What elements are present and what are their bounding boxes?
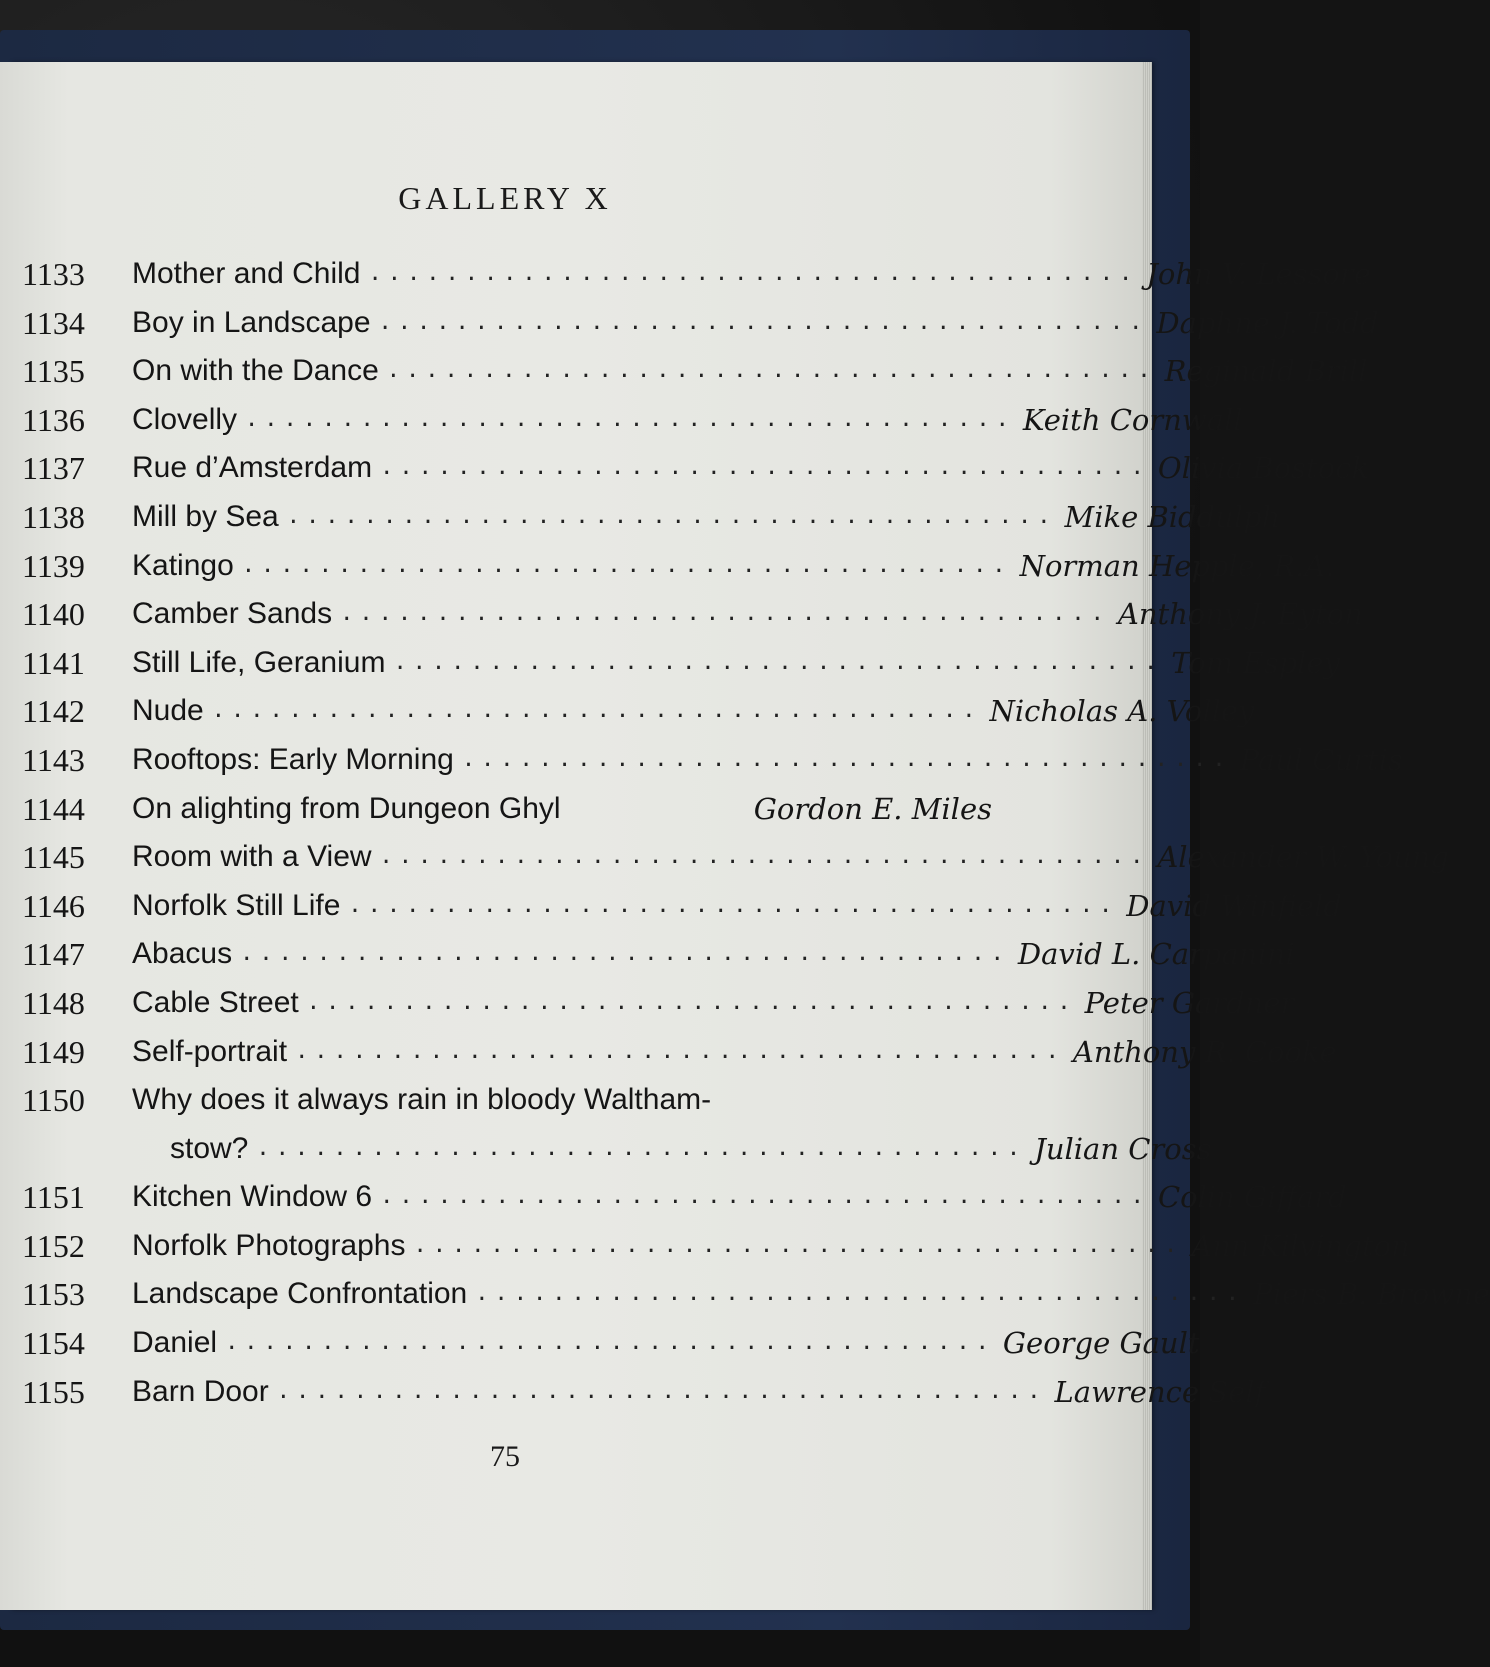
dot-leader: ........................................ — [256, 1135, 1027, 1161]
entry-title: On with the Dance — [132, 354, 379, 388]
page-number: 75 — [490, 1440, 520, 1473]
entry-number: 1138 — [22, 498, 85, 535]
dot-leader: ........................................ — [413, 1232, 1184, 1258]
entry-artist: Julian Cross — [1034, 1131, 1212, 1166]
entry-number: 1148 — [22, 984, 85, 1021]
entry-number: 1155 — [22, 1373, 85, 1410]
entry-line-2 — [22, 1125, 1212, 1174]
entry-number: 1146 — [22, 887, 85, 924]
dot-leader: ........................................ — [475, 1281, 1246, 1307]
entry-artist: Mike Biddulph — [1064, 499, 1281, 534]
catalogue-entry — [22, 347, 1368, 396]
entry-number: 1144 — [22, 790, 85, 827]
gallery-title: GALLERY X — [398, 180, 612, 216]
dot-leader: ........................................ — [368, 261, 1139, 286]
dot-leader: ........................................ — [286, 503, 1057, 529]
entry-artist: Gordon E. Miles — [753, 791, 992, 826]
entry-title: Landscape Confrontation — [132, 1277, 468, 1311]
entry-title: Daniel — [132, 1326, 218, 1360]
entry-number: 1151 — [22, 1179, 85, 1216]
dot-leader: ........................................ — [378, 309, 1149, 335]
catalogue-entry — [22, 882, 1342, 931]
catalogue-entry — [22, 736, 1403, 785]
entry-title: Self-portrait — [132, 1034, 288, 1068]
dot-leader: ........................................ — [461, 746, 1232, 772]
catalogue-entry — [22, 590, 1363, 639]
catalogue-entry — [22, 639, 1340, 688]
entry-number: 1153 — [22, 1276, 85, 1313]
dot-leader: ........................................ — [379, 844, 1150, 870]
entry-number: 1135 — [22, 353, 85, 390]
catalogue-entry — [22, 687, 1255, 736]
entry-artist: Daphne J. Todd — [1156, 305, 1379, 340]
catalogue-entry — [22, 1173, 1347, 1222]
dot-leader: ........................................ — [245, 406, 1015, 432]
entry-title: Rue d’Amsterdam — [132, 451, 373, 485]
entry-number: 1139 — [22, 547, 85, 584]
entry-artist: Colin Giffard — [1157, 1180, 1347, 1215]
catalogue-entry — [22, 1222, 1410, 1271]
entry-title: Still Life, Geranium — [132, 645, 386, 679]
entry-title: On alighting from Dungeon Ghyl — [132, 791, 561, 825]
entry-number: 1136 — [22, 401, 85, 438]
catalogue-entry — [22, 833, 1450, 882]
entry-artist: David Winfield — [1126, 888, 1342, 923]
entry-title: Clovelly — [132, 402, 238, 436]
dot-leader: ........................................ — [240, 941, 1010, 967]
entry-artist: Anthony J. Eyton — [1117, 597, 1363, 632]
entry-title: Norfolk Photographs — [132, 1228, 406, 1262]
entry-artist: Alexander W. Young — [1157, 840, 1450, 875]
entry-artist: Ann Kilvington — [1191, 1228, 1410, 1263]
dot-leader: ........................................ — [386, 358, 1157, 384]
entry-artist: Tom Espley — [1171, 645, 1340, 680]
entry-title: Cable Street — [132, 985, 299, 1019]
entry-title: Nude — [132, 694, 204, 728]
dot-leader: ........................................ — [241, 552, 1012, 578]
entry-artist: Piers B. Browne — [1253, 1277, 1490, 1312]
dot-leader: ........................................ — [211, 698, 982, 724]
catalogue-entry — [22, 1076, 1212, 1173]
entry-title: Kitchen Window 6 — [132, 1180, 373, 1214]
dot-leader: ........................................ — [380, 455, 1150, 481]
dot-leader: ........................................ — [225, 1330, 995, 1356]
dot-leader: ........................................ — [393, 649, 1164, 675]
entry-number: 1152 — [22, 1227, 85, 1264]
entry-artist: John V. Lessore — [1146, 257, 1371, 291]
entry-artist: Paul Curtis — [1239, 742, 1403, 777]
entry-artist: Lawrence Self — [1054, 1374, 1266, 1409]
entry-number: 1140 — [22, 596, 85, 633]
catalogue-entry — [22, 542, 1335, 591]
entry-number: 1149 — [22, 1033, 85, 1070]
entry-title: Rooftops: Early Morning — [132, 742, 454, 776]
catalogue-entry — [22, 785, 992, 834]
catalogue-entry — [22, 1270, 1490, 1319]
catalogue-entry — [22, 1028, 1337, 1077]
entry-artist: Olivia Bostock — [1157, 451, 1369, 486]
entry-artist: George Gault — [1002, 1326, 1200, 1361]
catalogue-entry — [22, 1368, 1266, 1417]
catalogue-entry — [22, 930, 1295, 979]
catalogue-entry — [22, 493, 1281, 542]
entry-number: 1143 — [22, 741, 85, 778]
entry-number: 1141 — [22, 644, 85, 681]
dot-leader: ........................................ — [340, 601, 1110, 627]
entry-title: Room with a View — [132, 840, 372, 874]
entry-artist: Keith Cornwall — [1022, 402, 1243, 437]
entry-number: 1150 — [22, 1082, 85, 1119]
entry-title: Mill by Sea — [132, 499, 279, 533]
entry-artist: Nicholas A. Volley — [989, 694, 1255, 729]
dot-leader: ........................................ — [306, 989, 1077, 1015]
entry-title: Boy in Landscape — [132, 305, 371, 339]
entry-title: Katingo — [132, 548, 234, 582]
entry-number: 1154 — [22, 1325, 85, 1362]
entry-number: 1147 — [22, 936, 85, 973]
catalogue-entry — [22, 396, 1243, 445]
entry-number: 1137 — [22, 450, 85, 487]
entry-title: Norfolk Still Life — [132, 888, 341, 922]
entry-title: Mother and Child — [132, 257, 361, 290]
entry-title-continued: stow? — [170, 1131, 249, 1165]
entry-artist: Anthony R. Cooke — [1072, 1034, 1337, 1069]
catalogue-entries — [22, 250, 1490, 1416]
dot-leader: ........................................ — [348, 892, 1119, 918]
dot-leader: ........................................ — [276, 1378, 1047, 1404]
entry-artist: Reginald Brill — [1164, 354, 1368, 389]
catalogue-entry — [22, 979, 1295, 1028]
catalogue-entry — [22, 250, 1371, 299]
catalogue-entry — [22, 444, 1369, 493]
entry-number: 1142 — [22, 693, 85, 730]
dot-leader: ........................................ — [380, 1184, 1150, 1210]
entry-line-1 — [22, 1076, 992, 1125]
entry-number: 1134 — [22, 304, 85, 341]
entry-number: 1133 — [22, 256, 85, 292]
entry-artist: Norman Hepple, R.A. — [1019, 548, 1335, 583]
entry-number: 1145 — [22, 839, 85, 876]
catalogue-entry — [22, 1319, 1200, 1368]
entry-title: Barn Door — [132, 1374, 269, 1408]
entry-artist: Peter Gardner — [1084, 985, 1295, 1020]
entry-title: Camber Sands — [132, 597, 333, 631]
entry-title: Abacus — [132, 937, 233, 971]
dot-leader: ........................................ — [295, 1038, 1065, 1064]
entry-title: Why does it always rain in bloody Waltham- — [132, 1083, 712, 1117]
entry-artist: David L. Carpanini — [1017, 937, 1295, 972]
catalogue-entry — [22, 299, 1379, 348]
